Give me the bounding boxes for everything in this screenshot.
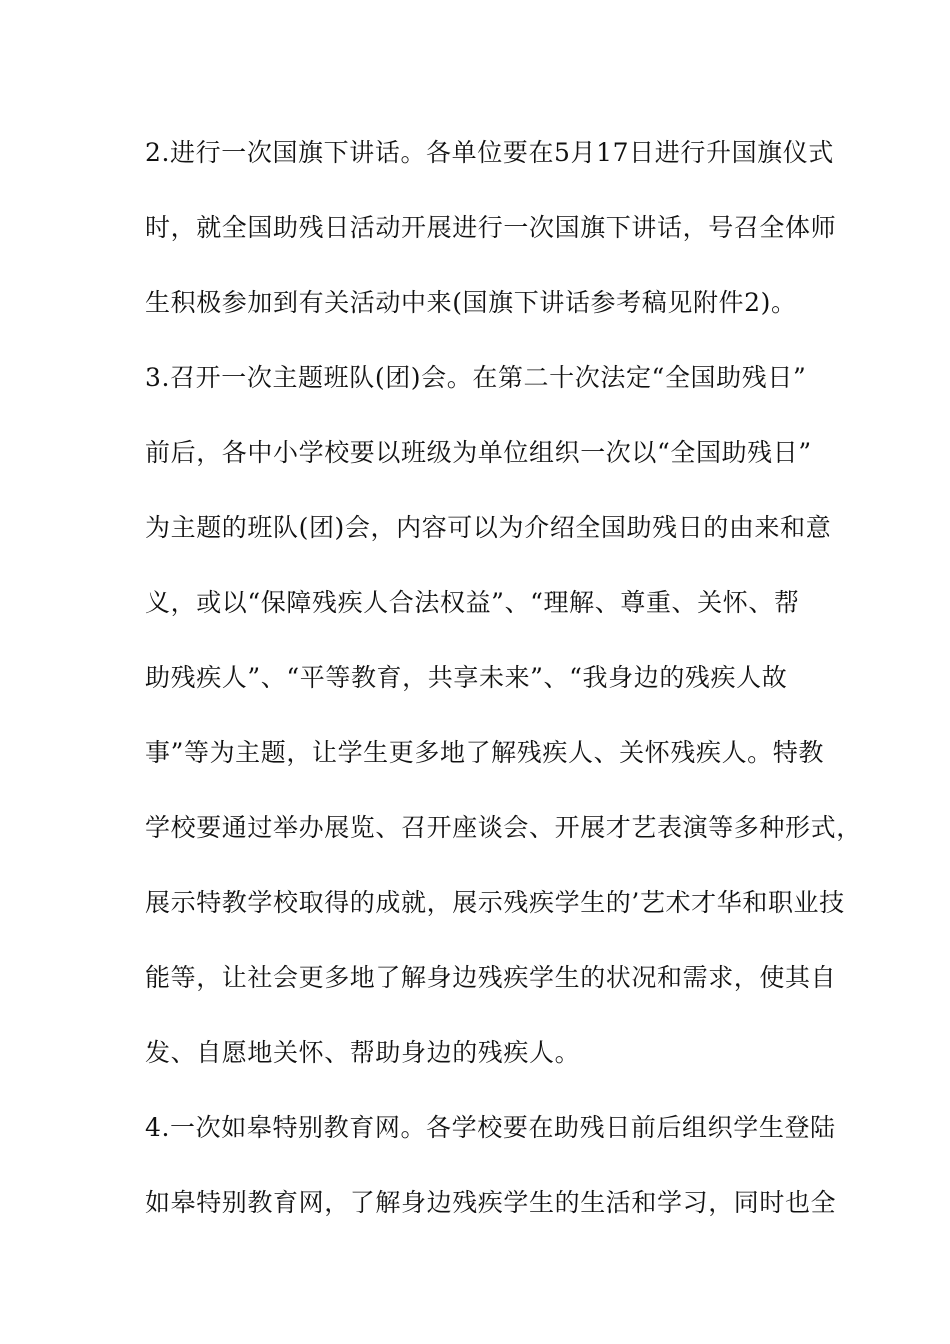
paragraph-3-line-5: 助残疾人”、“平等教育，共享未来”、“我身边的残疾人故 bbox=[145, 663, 788, 692]
paragraph-3-line-4: 义，或以“保障残疾人合法权益”、“理解、尊重、关怀、帮 bbox=[145, 588, 800, 617]
paragraph-3-line-6: 事”等为主题，让学生更多地了解残疾人、关怀残疾人。特教 bbox=[145, 738, 824, 767]
paragraph-3-line-7: 学校要通过举办展览、召开座谈会、开展才艺表演等多种形式， bbox=[145, 813, 862, 842]
paragraph-4-line-1: 4.一次如皋特别教育网。各学校要在助残日前后组织学生登陆 bbox=[145, 1113, 836, 1142]
paragraph-3-line-10: 发、自愿地关怀、帮助身边的残疾人。 bbox=[145, 1038, 581, 1067]
paragraph-3-line-1: 3.召开一次主题班队(团)会。在第二十次法定“全国助残日” bbox=[145, 363, 807, 392]
paragraph-3-line-9: 能等，让社会更多地了解身边残疾学生的状况和需求，使其自 bbox=[145, 963, 837, 992]
paragraph-4-line-2: 如皋特别教育网，了解身边残疾学生的生活和学习，同时也全 bbox=[145, 1188, 837, 1217]
paragraph-3-line-8: 展示特教学校取得的成就，展示残疾学生的’艺术才华和职业技 bbox=[145, 888, 845, 917]
paragraph-3-line-3: 为主题的班队(团)会，内容可以为介绍全国助残日的由来和意 bbox=[145, 513, 832, 542]
paragraph-2-line-2: 时，就全国助残日活动开展进行一次国旗下讲话，号召全体师 bbox=[145, 213, 837, 242]
document-body bbox=[145, 128, 862, 1253]
paragraph-2-line-3: 生积极参加到有关活动中来(国旗下讲话参考稿见附件2)。 bbox=[145, 288, 797, 317]
paragraph-2-line-1: 2.进行一次国旗下讲话。各单位要在5月17日进行升国旗仪式 bbox=[145, 138, 834, 167]
paragraph-3-line-2: 前后，各中小学校要以班级为单位组织一次以“全国助残日” bbox=[145, 438, 812, 467]
